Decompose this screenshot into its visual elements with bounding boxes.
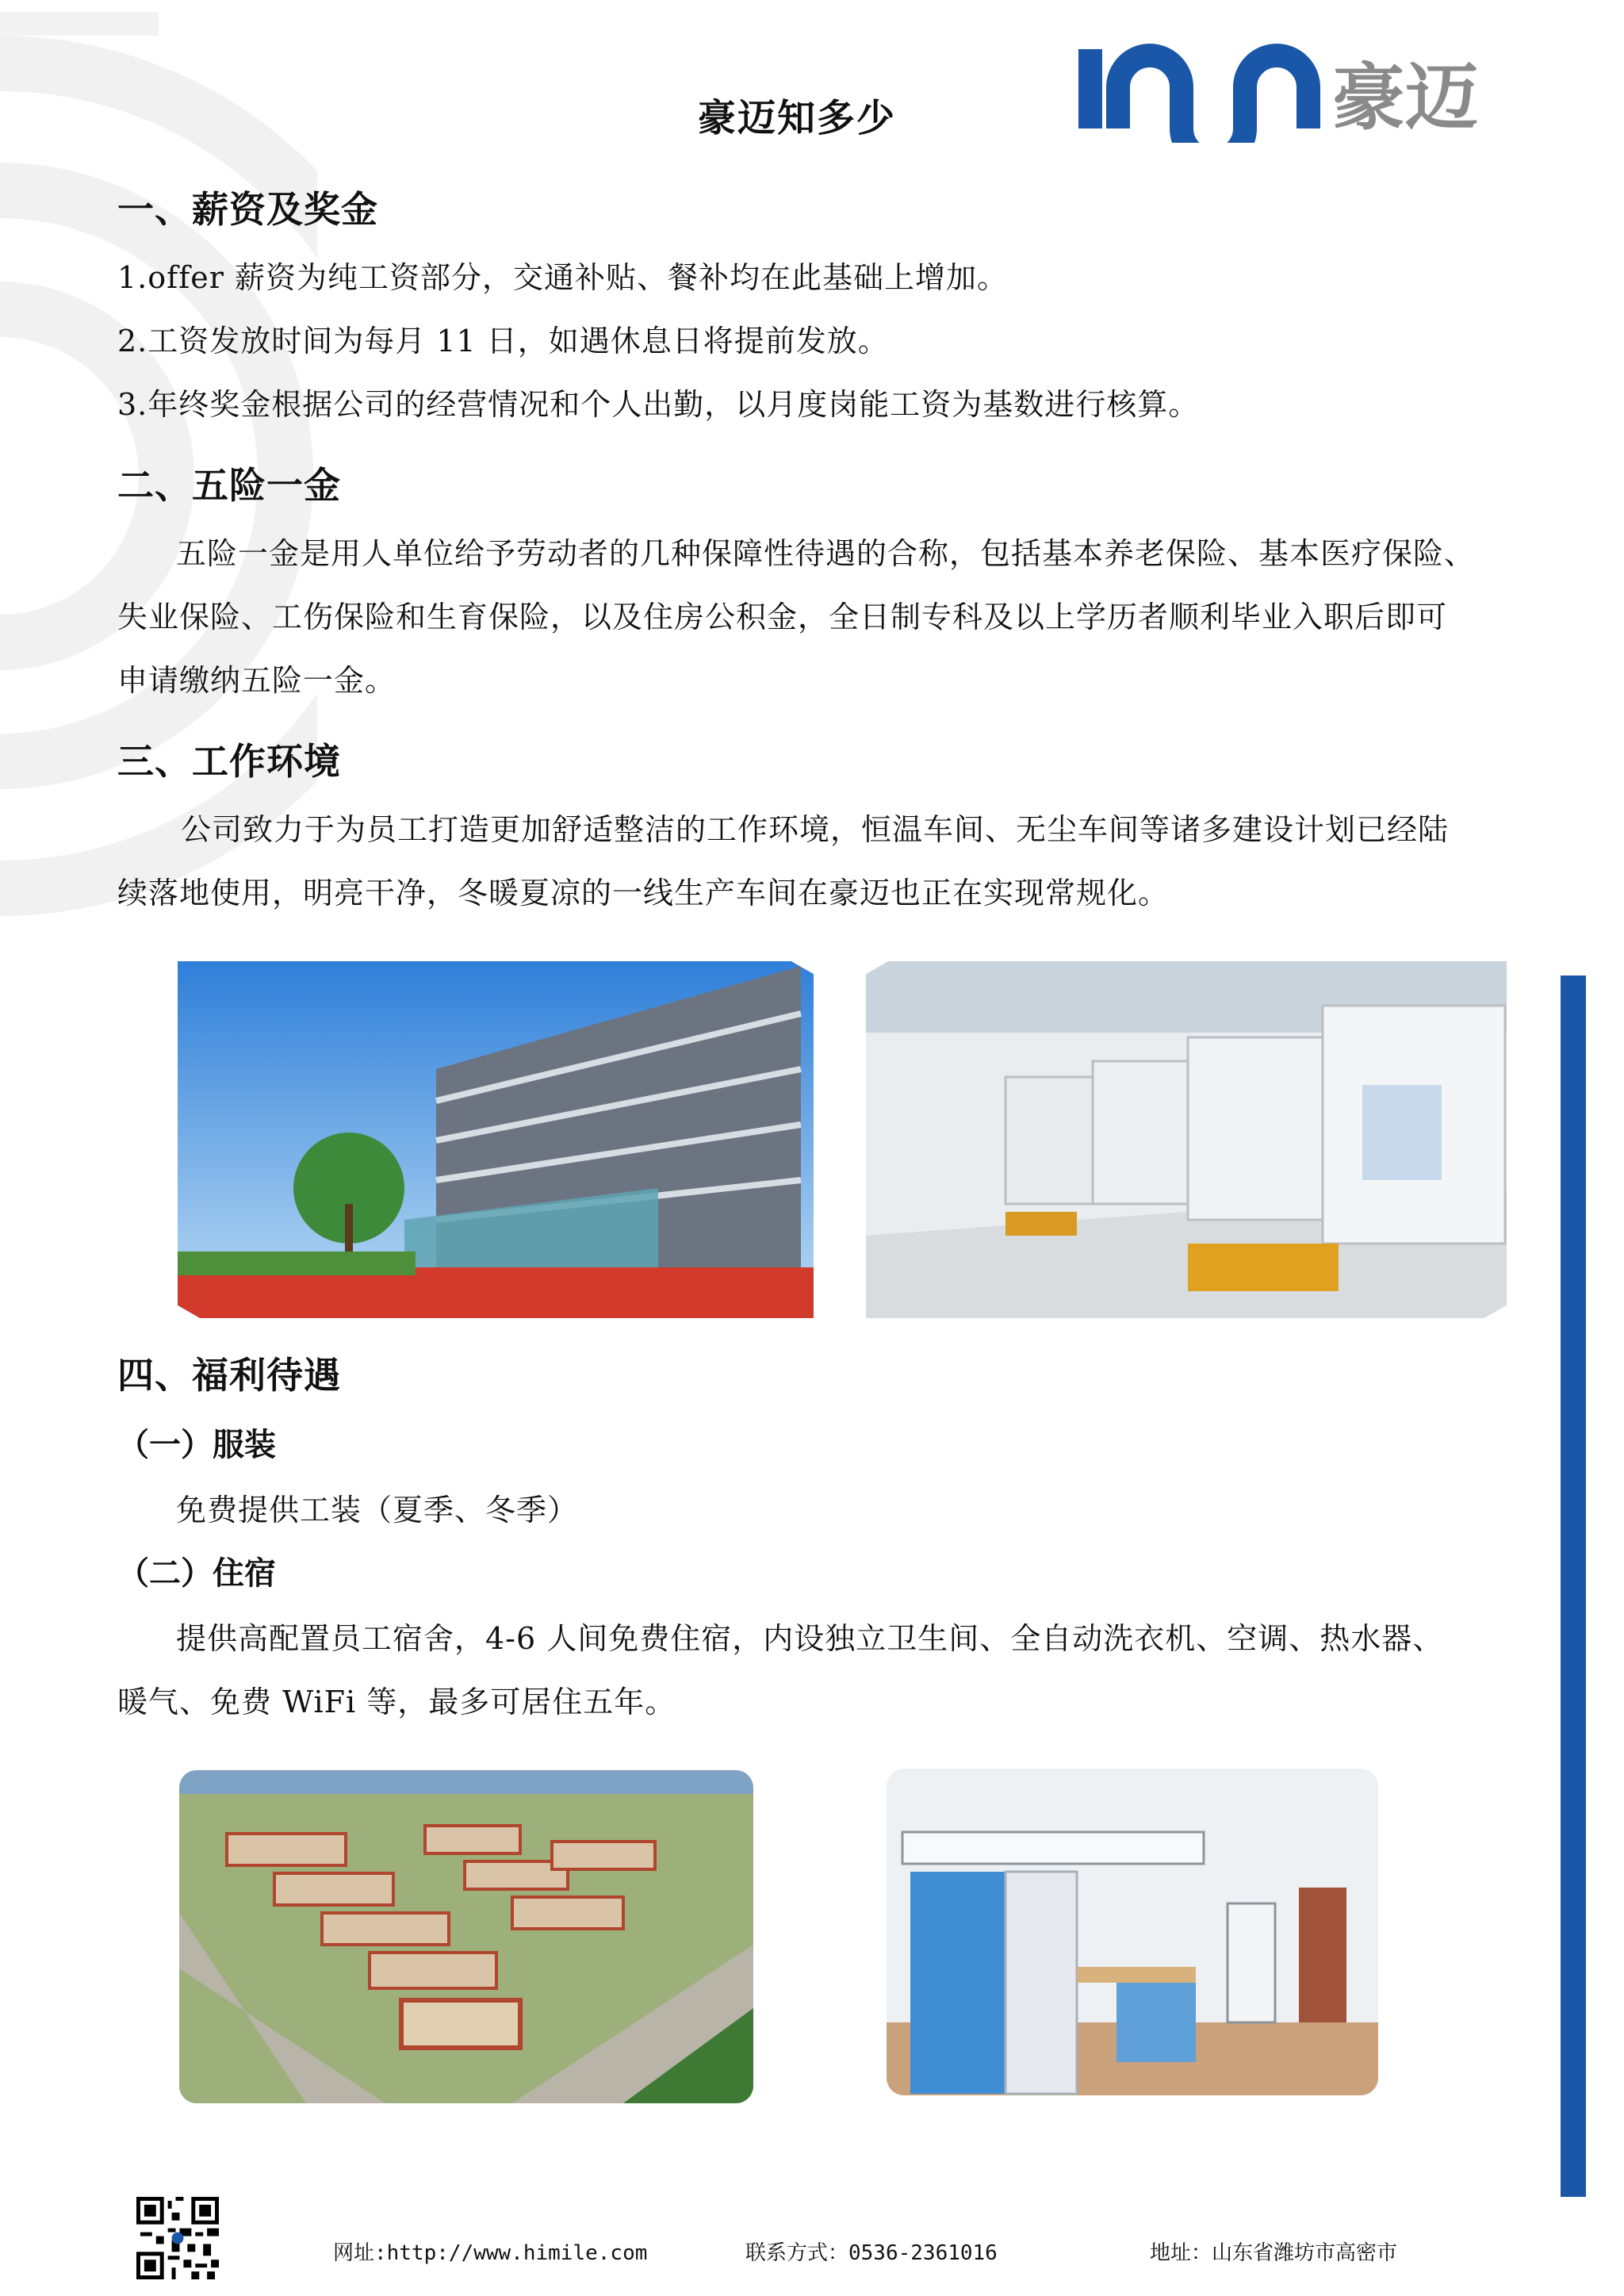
environment-line-1: 公司致力于为员工打造更加舒适整洁的工作环境，恒温车间、无尘车间等诸多建设计划已经陆 bbox=[181, 812, 1450, 847]
salary-item-2: 2.工资发放时间为每月 11 日，如遇休息日将提前发放。 bbox=[117, 324, 889, 358]
insurance-line-2: 失业保险、工伤保险和生育保险，以及住房公积金，全日制专科及以上学历者顺利毕业入职后即可 bbox=[117, 600, 1448, 634]
dormitory-room-photo bbox=[887, 1769, 1378, 2095]
dormitory-aerial-photo bbox=[179, 1770, 753, 2103]
footer-phone: 联系方式：0536-2361016 bbox=[745, 2241, 998, 2265]
salary-item-3: 3.年终奖金根据公司的经营情况和个人出勤，以月度岗能工资为基数进行核算。 bbox=[117, 387, 1200, 422]
logo-text: 豪迈 bbox=[1332, 56, 1479, 140]
office-building-photo bbox=[167, 950, 825, 1329]
benefits-housing-heading: （二）住宿 bbox=[117, 1554, 276, 1592]
decorative-blue-bar bbox=[1561, 976, 1586, 2197]
insurance-line-1: 五险一金是用人单位给予劳动者的几种保障性待遇的合称，包括基本养老保险、基本医疗保险、 bbox=[176, 536, 1476, 571]
footer-address: 地址：山东省潍坊市高密市 bbox=[1150, 2241, 1398, 2265]
insurance-line-3: 申请缴纳五险一金。 bbox=[117, 663, 396, 698]
logo-mark-icon bbox=[1071, 40, 1562, 143]
section-heading-benefits: 四、福利待遇 bbox=[117, 1354, 341, 1397]
section-heading-insurance: 二、五险一金 bbox=[117, 464, 341, 507]
qr-code-icon bbox=[136, 2197, 219, 2279]
section-heading-salary: 一、薪资及奖金 bbox=[117, 188, 378, 231]
salary-item-1: 1.offer 薪资为纯工资部分，交通补贴、餐补均在此基础上增加。 bbox=[117, 260, 1008, 295]
company-logo bbox=[1071, 40, 1562, 143]
environment-line-2: 续落地使用，明亮干净，冬暖夏凉的一线生产车间在豪迈也正在实现常规化。 bbox=[117, 876, 1170, 910]
section-heading-environment: 三、工作环境 bbox=[117, 740, 341, 783]
workshop-photo bbox=[855, 950, 1518, 1329]
benefits-housing-line-1: 提供高配置员工宿舍，4-6 人间免费住宿，内设独立卫生间、全自动洗衣机、空调、热水器、 bbox=[176, 1621, 1444, 1656]
footer-website: 网址:http://www.himile.com bbox=[333, 2241, 648, 2265]
benefits-clothing-text: 免费提供工装（夏季、冬季） bbox=[176, 1493, 579, 1527]
document-title: 豪迈知多少 bbox=[698, 96, 897, 140]
benefits-housing-line-2: 暖气、免费 WiFi 等，最多可居住五年。 bbox=[117, 1685, 676, 1719]
benefits-clothing-heading: （一）服装 bbox=[117, 1426, 276, 1463]
